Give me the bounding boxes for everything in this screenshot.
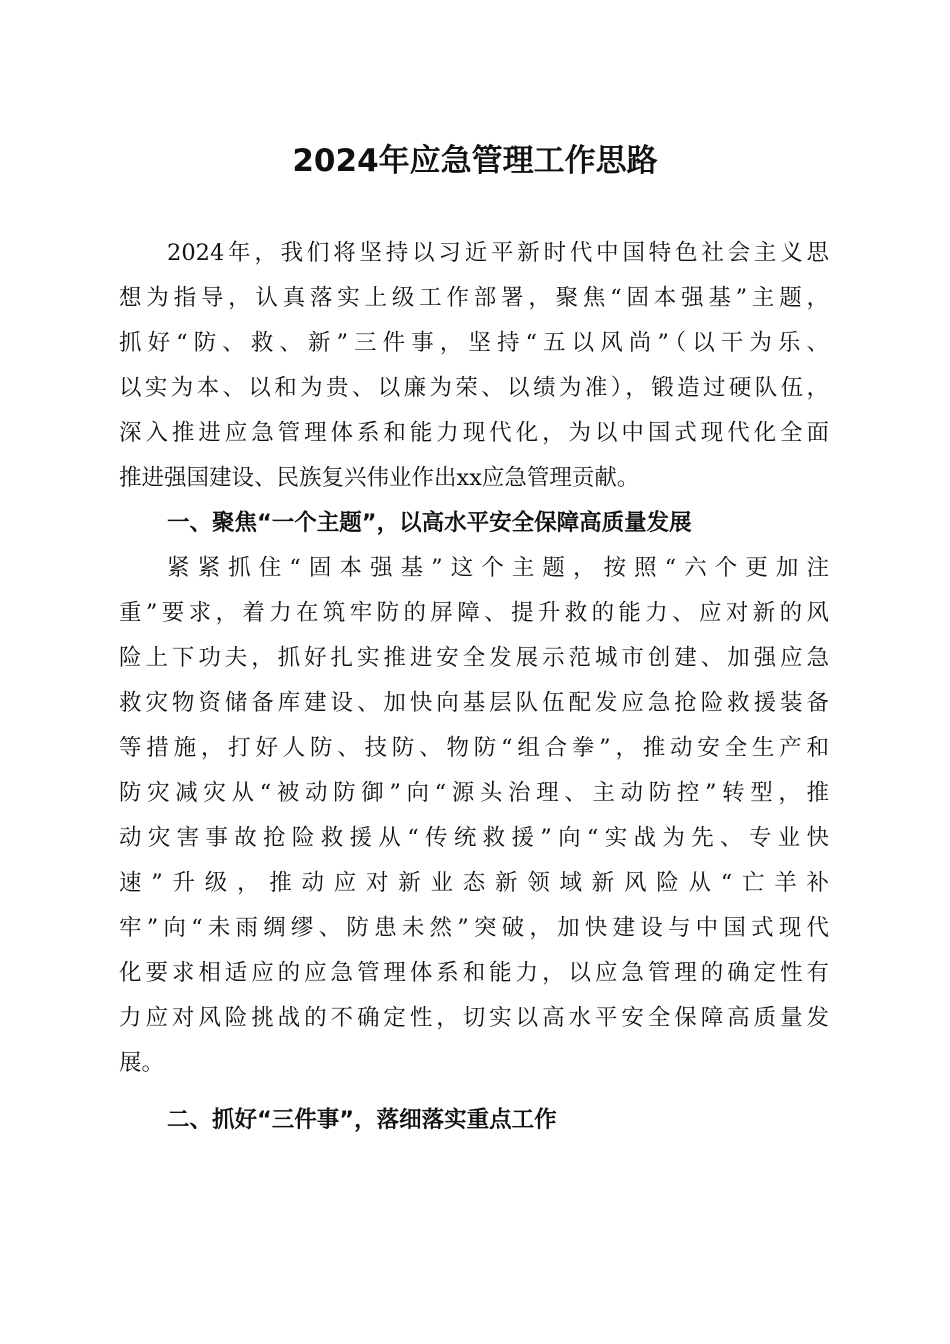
paragraph-line: 化要求相适应的应急管理体系和能力，以应急管理的确定性有 <box>119 960 829 986</box>
section-1-paragraph <box>119 546 829 1086</box>
section-1-heading: 一、聚焦“一个主题”，以高水平安全保障高质量发展 <box>167 510 692 536</box>
paragraph-line: 抓好“防、救、新”三件事，坚持“五以风尚”（以干为乐、 <box>119 330 829 356</box>
paragraph-line: 牢”向“未雨绸缪、防患未然”突破，加快建设与中国式现代 <box>119 915 829 941</box>
paragraph-line: 速”升级，推动应对新业态新领域新风险从“亡羊补 <box>119 870 829 896</box>
paragraph-line: 险上下功夫，抓好扎实推进安全发展示范城市创建、加强应急 <box>119 645 829 671</box>
paragraph-line: 防灾减灾从“被动防御”向“源头治理、主动防控”转型，推 <box>119 780 829 806</box>
paragraph-line: 2024年，我们将坚持以习近平新时代中国特色社会主义思 <box>167 240 829 266</box>
section-2-heading: 二、抓好“三件事”，落细落实重点工作 <box>167 1107 557 1133</box>
intro-paragraph <box>119 231 829 501</box>
paragraph-line: 动灾害事故抢险救援从“传统救援”向“实战为先、专业快 <box>119 825 829 851</box>
paragraph-line: 等措施，打好人防、技防、物防“组合拳”，推动安全生产和 <box>119 735 829 761</box>
paragraph-line: 以实为本、以和为贵、以廉为荣、以绩为准），锻造过硬队伍， <box>119 375 829 401</box>
paragraph-line: 救灾物资储备库建设、加快向基层队伍配发应急抢险救援装备 <box>119 690 829 716</box>
paragraph-line: 重”要求，着力在筑牢防的屏障、提升救的能力、应对新的风 <box>119 600 829 626</box>
paragraph-line: 想为指导，认真落实上级工作部署，聚焦“固本强基”主题， <box>119 285 829 311</box>
document-body <box>119 231 829 1143</box>
paragraph-line: 深入推进应急管理体系和能力现代化，为以中国式现代化全面 <box>119 420 829 446</box>
paragraph-line: 展。 <box>119 1050 165 1076</box>
paragraph-line: 推进强国建设、民族复兴伟业作出xx应急管理贡献。 <box>119 465 640 491</box>
paragraph-line: 力应对风险挑战的不确定性，切实以高水平安全保障高质量发 <box>119 1005 829 1031</box>
paragraph-line: 紧紧抓住“固本强基”这个主题，按照“六个更加注 <box>167 555 829 581</box>
page-title: 2024年应急管理工作思路 <box>292 143 658 179</box>
